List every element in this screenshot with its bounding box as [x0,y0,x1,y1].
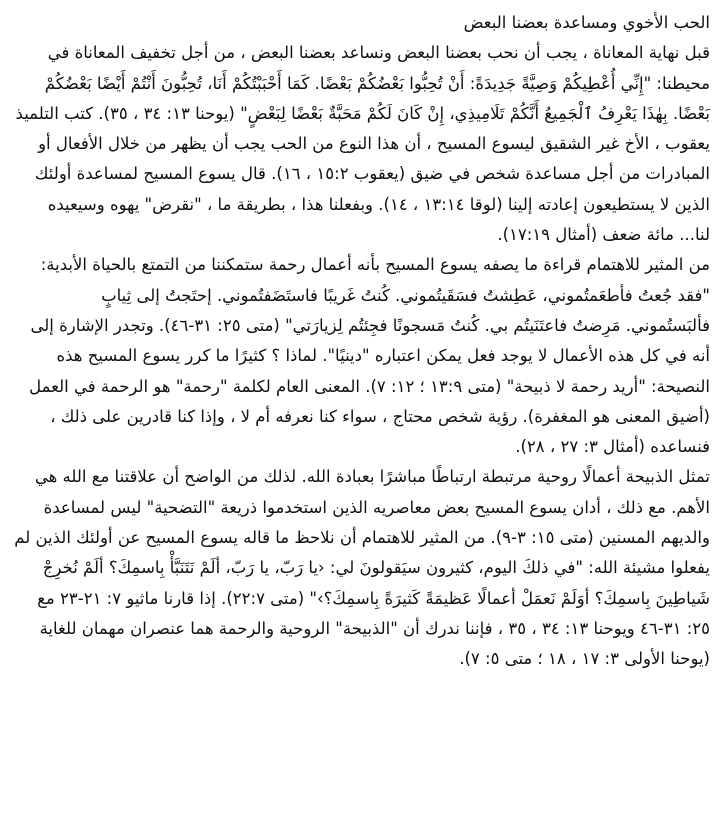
paragraph-works-of-mercy: من المثير للاهتمام قراءة ما يصفه يسوع المسيح بأنه أعمال رحمة ستمكننا من التمتع بالحياة الأبدية: "فقد جُعتُ فأطعَمتُموني، عَطِشتُ فسَقَيتُموني. كُنتُ غَريبًا فاستَضَفتُموني. إحتَجتُ إلى ثِيابٍ فألبَستُموني. مَرِضتُ فاعتَنَيتُم بي. كُنتُ مَسجونًا فجِئتُم لِزيارَتي" (متى ٢٥: ٣١-٤٦). وتجدر الإشارة إلى أنه في كل هذه الأعمال لا يوجد فعل يمكن اعتباره "دينيًا". لماذا ؟ كثيرًا ما كرر يسوع المسيح هذه النصيحة: "أريد رحمة لا ذبيحة" (متى ١٣:٩ ؛ ١٢: ٧). المعنى العام لكلمة "رحمة" هو الرحمة في العمل (أضيق المعنى هو المغفرة). رؤية شخص محتاج ، سواء كنا نعرفه أم لا ، وإذا كنا قادرين على ذلك ، فنساعده (أمثال ٣: ٢٧ ، ٢٨). [29,255,710,457]
paragraph-brotherly-love: قبل نهاية المعاناة ، يجب أن نحب بعضنا البعض ونساعد بعضنا البعض ، من أجل تخفيف المعاناة في محيطنا: "إِنِّي أُعْطِيكُمْ وَصِيَّةً جَدِيدَةً: أَنْ تُحِبُّوا بَعْضُكُمْ بَعْضًا. كَمَا أَحْبَبْتُكُمْ أَنَا، تُحِبُّونَ أَنْتُمْ أَيْضًا بَعْضُكُمْ بَعْضًا. بِهٰذَا يَعْرِفُ ٱلْجَمِيعُ أَنَّكُمْ تَلَامِيذِي، إِنْ كَانَ لَكُمْ مَحَبَّةٌ بَعْضًا لِبَعْضٍ" (يوحنا ١٣: ٣٤ ، ٣٥). كتب التلميذ يعقوب ، الأخ غير الشقيق ليسوع المسيح ، أن هذا النوع من الحب يجب أن يظهر من خلال الأفعال أو المبادرات من أجل مساعدة شخص في ضيق (يعقوب ٢:‏١٥ ، ١٦). قال يسوع المسيح لمساعدة أولئك الذين لا يستطيعون إعادته إلينا (لوقا ١٣:١٤ ، ١٤). وبفعلنا هذا ، بطريقة ما ، "نقرض" يهوه وسيعيده لنا... مائة ضعف (أمثال ١٧:١٩). [15,43,710,245]
document-title: الحب الأخوي ومساعدة بعضنا البعض [463,13,710,32]
paragraph-sacrifice-and-mercy: تمثل الذبيحة أعمالًا روحية مرتبطة ارتباطًا مباشرًا بعبادة الله. لذلك من الواضح أن علاقتنا مع الله هي الأهم. مع ذلك ، أدان يسوع المسيح بعض معاصريه الذين استخدموا ذريعة "التضحية" ليس لمساعدة والديهم المسنين (متى ١٥: ٣-٩). من المثير للاهتمام أن نلاحظ ما قاله يسوع المسيح عن أولئك الذين لم يفعلوا مشيئة الله: "في ذلكَ اليوم، كثيرون سيَقولونَ لي: ‹يا رَبّ، يا رَبّ، ألَمْ نَتَنَبَّأْ بِاسمِكَ؟ ألَمْ نُخرِجْ شَياطِينَ بِاسمِكَ؟ أوَلَمْ نَعمَلْ أعمالًا عَظيمَةً كَثيرَةً بِاسمِكَ؟›" (متى ٢٢:٧). إذا قارنا ماثيو ٧: ٢١-٢٣ مع ٢٥: ٣١-٤٦ ويوحنا ١٣: ٣٤ ، ٣٥ ، فإننا ندرك أن "الذبيحة" الروحية والرحمة هما عنصران مهمان للغاية (يوحنا الأولى ٣: ١٧ ، ١٨ ؛ متى ٥: ٧). [14,467,710,669]
